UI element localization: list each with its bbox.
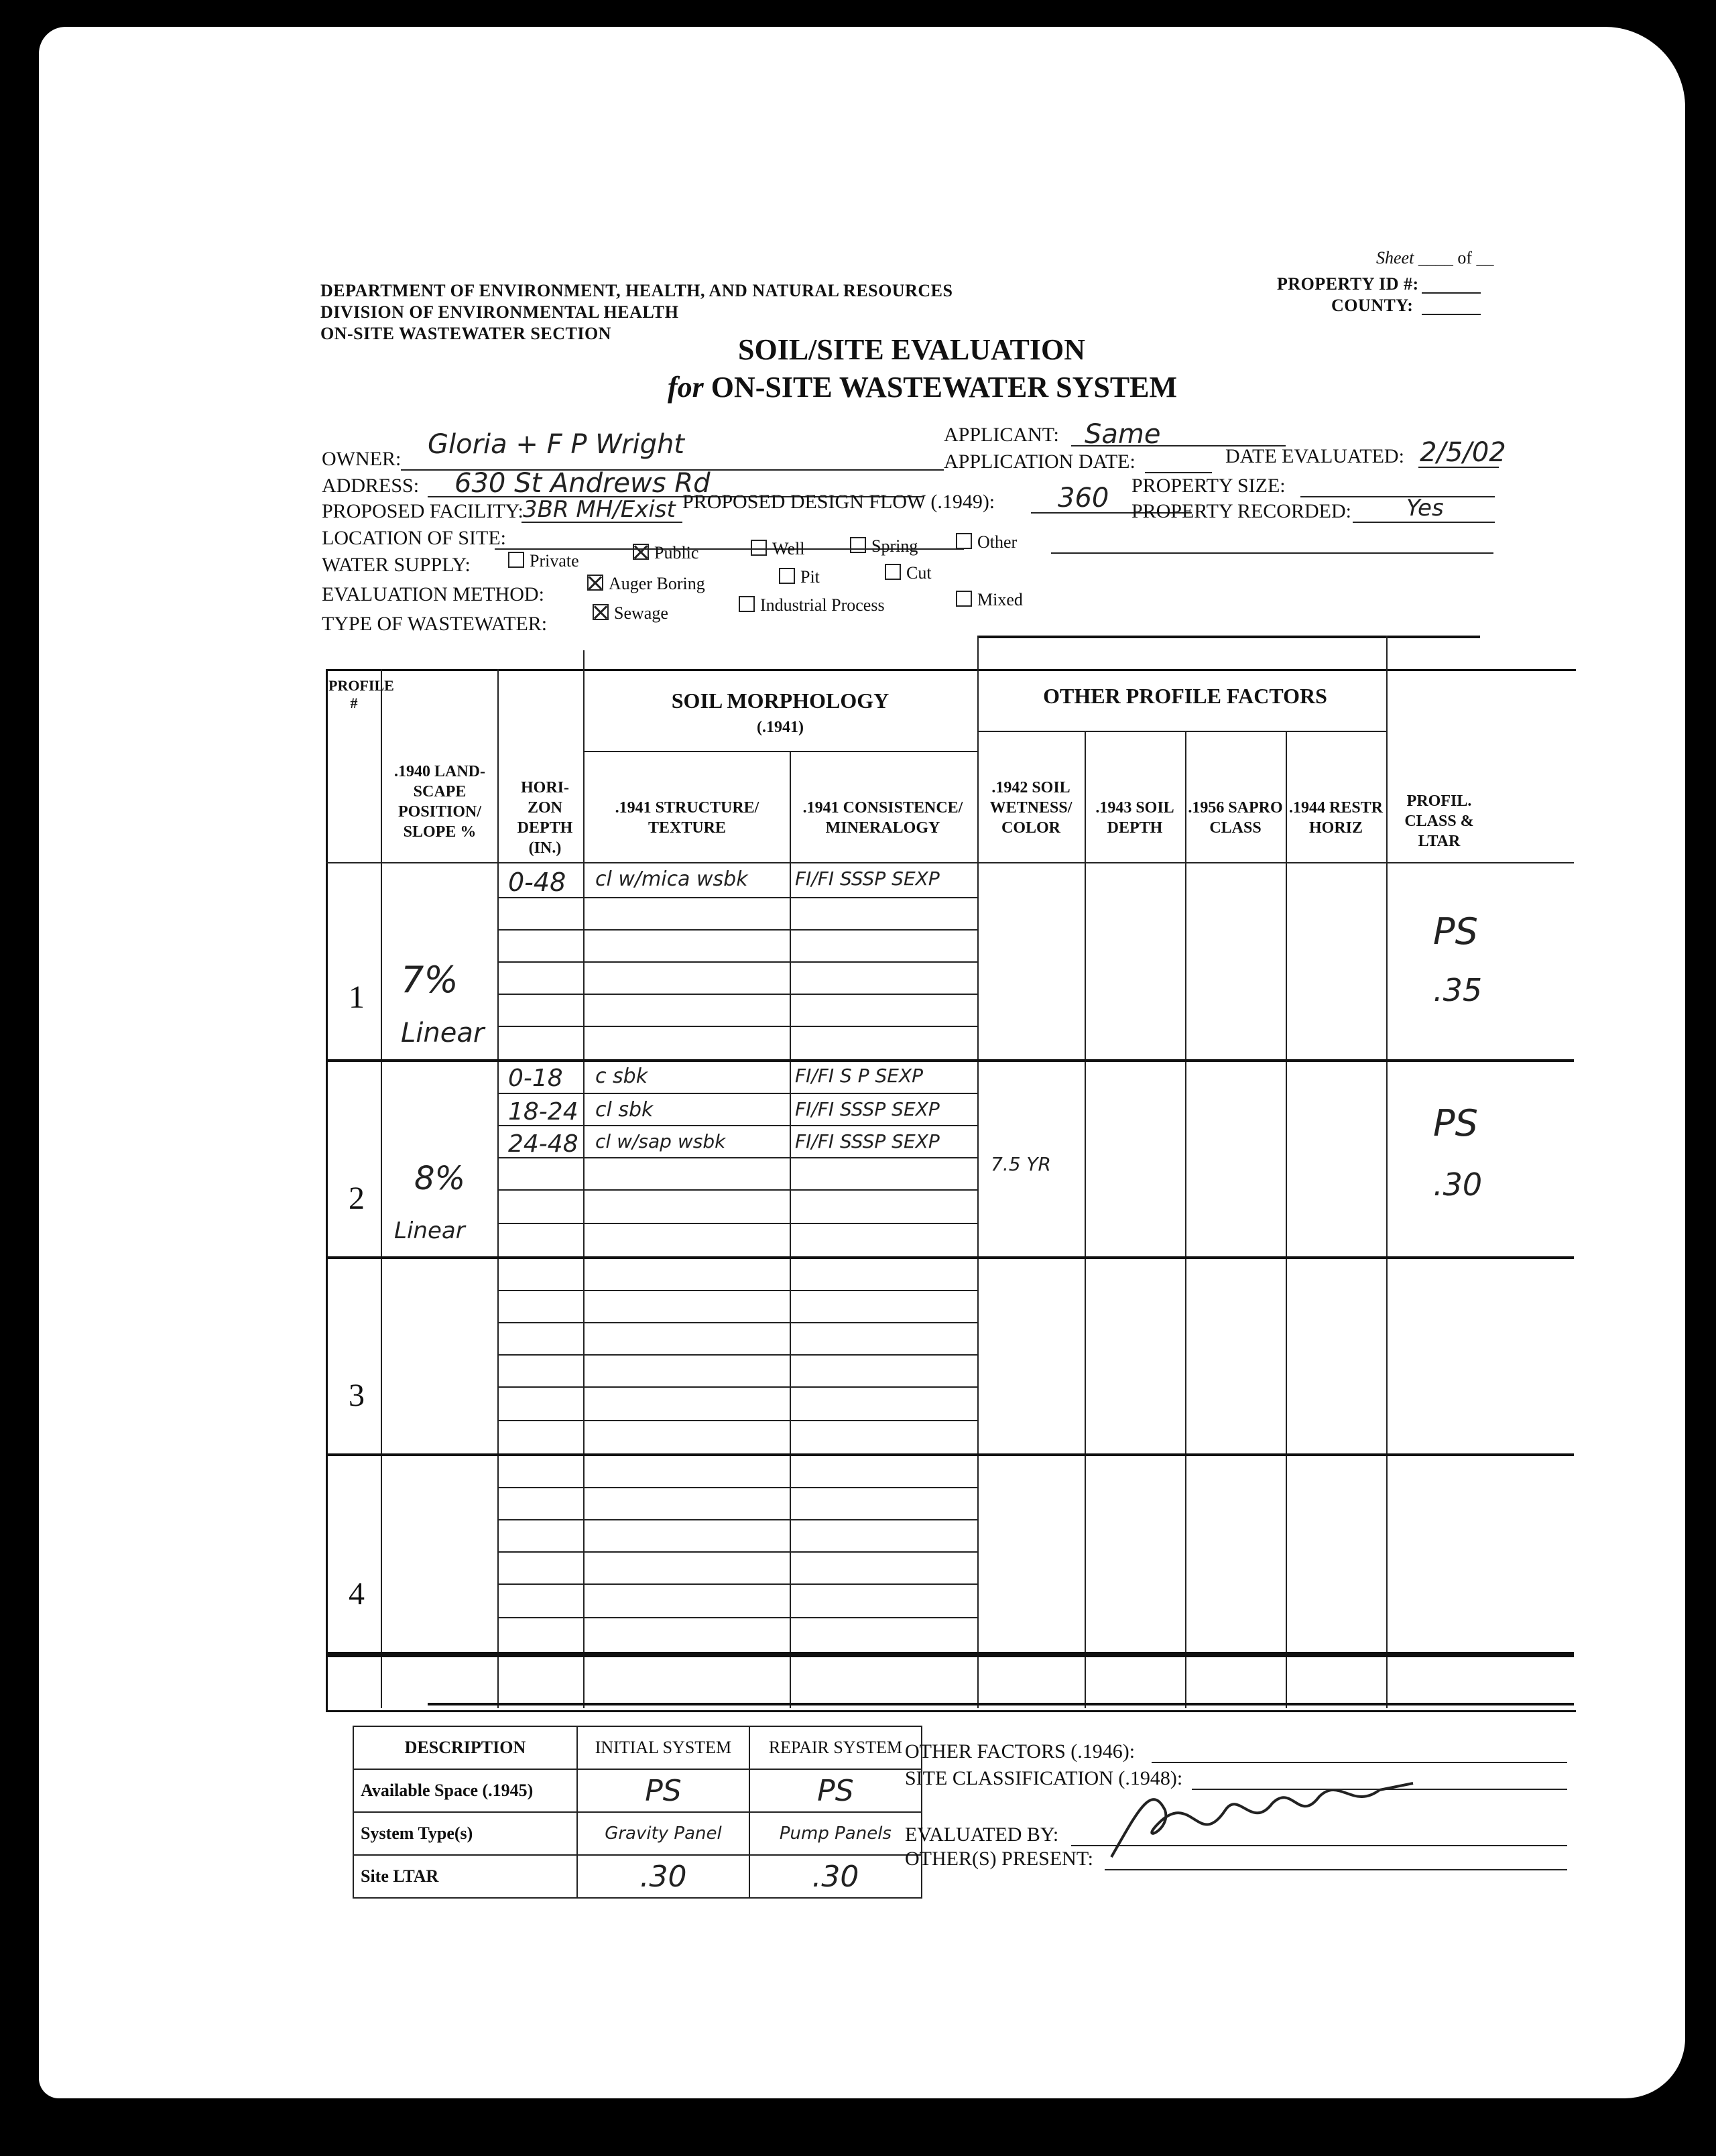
proposed-facility-value[interactable]: 3BR MH/Exist	[523, 496, 676, 523]
summary-row-label: Site LTAR	[353, 1855, 577, 1898]
property-recorded-value[interactable]: Yes	[1406, 495, 1444, 522]
other-factors-header: OTHER PROFILE FACTORS	[1043, 684, 1327, 708]
wastewater-industrial[interactable]: Industrial Process	[739, 595, 885, 615]
r2-sub4	[497, 1189, 977, 1191]
row-2-number: 2	[349, 1181, 365, 1216]
r4-sub2	[497, 1519, 977, 1520]
r2-sub5	[497, 1223, 977, 1224]
water-supply-other-line	[1051, 552, 1493, 554]
form-page	[39, 27, 1685, 2098]
owner-value[interactable]: Gloria + F P Wright	[428, 429, 684, 460]
row-4-number: 4	[349, 1576, 365, 1612]
property-id-line	[1422, 292, 1481, 294]
evaluated-by-label: EVALUATED BY:	[905, 1823, 1059, 1846]
form-title-line-1: SOIL/SITE EVALUATION	[738, 333, 1086, 366]
soil-depth-header: .1943 SOIL DEPTH	[1095, 799, 1174, 837]
row-4-bottom	[326, 1652, 1574, 1657]
form-title-line-2: for ON-SITE WASTEWATER SYSTEM	[668, 371, 1178, 404]
address-label: ADDRESS:	[322, 475, 420, 497]
wastewater-label: TYPE OF WASTEWATER:	[322, 613, 548, 635]
row-3-number: 3	[349, 1378, 365, 1413]
row-2-ltar[interactable]: .30	[1433, 1166, 1483, 1203]
county-label: COUNTY:	[1331, 296, 1414, 315]
row-1-slope[interactable]: 7%	[401, 959, 458, 1001]
location-label: LOCATION OF SITE:	[322, 527, 506, 549]
summary-initial-header: INITIAL SYSTEM	[577, 1726, 749, 1769]
dept-line-1: DEPARTMENT OF ENVIRONMENT, HEALTH, AND NATURAL RESOURCES	[320, 281, 953, 300]
county-line	[1422, 314, 1481, 315]
horizon-header: HORI- ZON DEPTH (IN.)	[517, 779, 573, 857]
summary-row-label: Available Space (.1945)	[353, 1769, 577, 1812]
dept-line-2: DIVISION OF ENVIRONMENTAL HEALTH	[320, 302, 679, 322]
summary-available-initial[interactable]: PS	[577, 1769, 749, 1812]
row-2-h1-structure[interactable]: c sbk	[595, 1065, 648, 1088]
evaluation-cut[interactable]: Cut	[885, 563, 932, 583]
r1-sub1	[497, 897, 977, 898]
checked-box-icon	[633, 544, 649, 560]
property-recorded-label: PROPERTY RECORDED:	[1131, 500, 1351, 522]
row-3-bottom	[326, 1453, 1574, 1456]
col-line-structure	[790, 751, 791, 1708]
col-line-restr	[1386, 636, 1388, 1708]
property-recorded-line	[1353, 522, 1495, 523]
row-1-ltar[interactable]: .35	[1433, 972, 1483, 1008]
other-factors-line	[1152, 1762, 1567, 1763]
applicant-value[interactable]: Same	[1085, 419, 1161, 450]
col-line-wetness	[1085, 731, 1086, 1708]
row-2-h1-depth[interactable]: 0-18	[508, 1065, 563, 1092]
others-present-label: OTHER(S) PRESENT:	[905, 1848, 1094, 1870]
r3-sub1	[497, 1290, 977, 1291]
row-2-h1-consistence[interactable]: FI/FI S P SEXP	[795, 1065, 924, 1087]
checkbox-icon	[739, 596, 755, 612]
r3-sub3	[497, 1354, 977, 1356]
row-1-class[interactable]: PS	[1433, 910, 1478, 953]
evaluation-auger-boring[interactable]: Auger Boring	[587, 574, 705, 594]
application-date-label: APPLICATION DATE:	[944, 451, 1136, 473]
checkbox-icon	[779, 568, 795, 584]
col-line-sapro	[1286, 731, 1287, 1708]
row-1-h1-depth[interactable]: 0-48	[508, 867, 566, 897]
col-line-profile	[381, 669, 382, 1708]
water-supply-spring[interactable]: Spring	[850, 536, 918, 556]
summary-repair-header: REPAIR SYSTEM	[749, 1726, 922, 1769]
checked-box-icon	[587, 575, 603, 591]
proposed-facility-label: PROPOSED FACILITY:	[322, 500, 524, 522]
r3-sub5	[497, 1420, 977, 1421]
row-2-position[interactable]: Linear	[394, 1217, 465, 1244]
summary-system-repair[interactable]: Pump Panels	[749, 1812, 922, 1855]
row-2-bottom	[326, 1256, 1574, 1259]
water-supply-other[interactable]: Other	[956, 532, 1017, 552]
row-2-h2-consistence[interactable]: FI/FI SSSP SEXP	[795, 1098, 940, 1120]
sheet-indicator: Sheet ____ of __	[1376, 248, 1494, 267]
evaluation-method-label: EVALUATION METHOD:	[322, 583, 544, 605]
water-supply-public[interactable]: Public	[633, 543, 698, 563]
water-supply-label: WATER SUPPLY:	[322, 554, 471, 576]
r2-sub1	[497, 1093, 977, 1094]
col-line-consistence	[977, 636, 979, 1708]
consistence-header: .1941 CONSISTENCE/ MINERALOGY	[802, 799, 963, 837]
r4-sub1	[497, 1487, 977, 1488]
summary-system-initial[interactable]: Gravity Panel	[577, 1812, 749, 1855]
checkbox-icon	[850, 537, 866, 553]
row-2-wetness[interactable]: 7.5 YR	[991, 1153, 1051, 1175]
owner-label: OWNER:	[322, 448, 402, 470]
property-size-line	[1300, 496, 1495, 497]
summary-ltar-repair[interactable]: .30	[749, 1855, 922, 1898]
row-2-h3-depth[interactable]: 24-48	[508, 1130, 578, 1158]
signature-icon	[1098, 1770, 1433, 1870]
checkbox-icon	[885, 564, 901, 580]
soil-morphology-sub: (.1941)	[757, 719, 804, 736]
application-date-line	[1145, 472, 1212, 473]
property-size-label: PROPERTY SIZE:	[1131, 475, 1286, 497]
site-classification-label: SITE CLASSIFICATION (.1948):	[905, 1767, 1183, 1789]
dept-line-3: ON-SITE WASTEWATER SECTION	[320, 324, 611, 343]
summary-description-header: DESCRIPTION	[353, 1726, 577, 1769]
summary-available-repair[interactable]: PS	[749, 1769, 922, 1812]
date-evaluated-value[interactable]: 2/5/02	[1420, 437, 1506, 468]
r3-sub4	[497, 1386, 977, 1388]
checkbox-icon	[956, 591, 972, 607]
checkbox-icon	[956, 533, 972, 549]
water-supply-private[interactable]: Private	[508, 551, 579, 571]
address-value[interactable]: 630 St Andrews Rd	[454, 468, 711, 499]
evaluation-pit[interactable]: Pit	[779, 567, 820, 587]
r1-sub3	[497, 961, 977, 963]
date-evaluated-label: DATE EVALUATED:	[1225, 445, 1404, 467]
wastewater-mixed[interactable]: Mixed	[956, 590, 1023, 610]
checkbox-icon	[508, 552, 524, 568]
table-top-right-line	[977, 636, 1480, 638]
row-1-position[interactable]: Linear	[401, 1018, 485, 1049]
row-2-h3-consistence[interactable]: FI/FI SSSP SEXP	[795, 1130, 940, 1152]
summary-ltar-initial[interactable]: .30	[577, 1855, 749, 1898]
col-line-soildepth	[1185, 731, 1186, 1708]
row-1-h1-structure[interactable]: cl w/mica wsbk	[595, 867, 748, 891]
sapro-header: .1956 SAPRO CLASS	[1188, 799, 1283, 837]
morph-sub-line	[583, 751, 977, 752]
r1-sub4	[497, 994, 977, 995]
summary-row-label: System Type(s)	[353, 1812, 577, 1855]
wastewater-sewage[interactable]: Sewage	[593, 603, 668, 623]
row-1-h1-consistence[interactable]: FI/FI SSSP SEXP	[795, 867, 940, 890]
profile-class-header: PROFIL. CLASS & LTAR	[1404, 792, 1474, 850]
summary-top-line	[428, 1703, 1574, 1705]
r4-sub3	[497, 1551, 977, 1553]
row-2-h2-structure[interactable]: cl sbk	[595, 1098, 654, 1122]
row-1-number: 1	[349, 979, 365, 1015]
design-flow-label: PROPOSED DESIGN FLOW (.1949):	[682, 491, 995, 513]
restr-header: .1944 RESTR HORIZ	[1288, 799, 1384, 837]
r3-sub2	[497, 1322, 977, 1323]
applicant-label: APPLICANT:	[944, 424, 1059, 446]
wetness-header: .1942 SOIL WETNESS/ COLOR	[989, 779, 1072, 837]
soil-morphology-header: SOIL MORPHOLOGY	[671, 688, 890, 713]
row-2-class[interactable]: PS	[1433, 1102, 1478, 1144]
water-supply-well[interactable]: Well	[751, 539, 804, 559]
row-1-bottom	[326, 1059, 1574, 1062]
factors-sub-line	[977, 731, 1386, 732]
property-id-label: PROPERTY ID #:	[1277, 274, 1419, 294]
row-2-h3-structure[interactable]: cl w/sap wsbk	[595, 1130, 726, 1152]
landscape-header: .1940 LAND- SCAPE POSITION/ SLOPE %	[394, 763, 485, 841]
profile-header: PROFILE #	[328, 677, 394, 711]
other-factors-label: OTHER FACTORS (.1946):	[905, 1740, 1136, 1762]
col-line-horizon	[583, 650, 585, 1708]
checkbox-icon	[751, 540, 767, 556]
header-bottom-line	[326, 862, 1574, 863]
r1-sub2	[497, 929, 977, 931]
r4-sub4	[497, 1583, 977, 1585]
r4-sub5	[497, 1617, 977, 1618]
design-flow-value[interactable]: 360	[1058, 483, 1109, 514]
checked-box-icon	[593, 604, 609, 620]
row-2-slope[interactable]: 8%	[414, 1160, 466, 1197]
row-2-h2-depth[interactable]: 18-24	[508, 1098, 578, 1126]
r1-sub5	[497, 1026, 977, 1027]
structure-header: .1941 STRUCTURE/ TEXTURE	[615, 799, 759, 837]
